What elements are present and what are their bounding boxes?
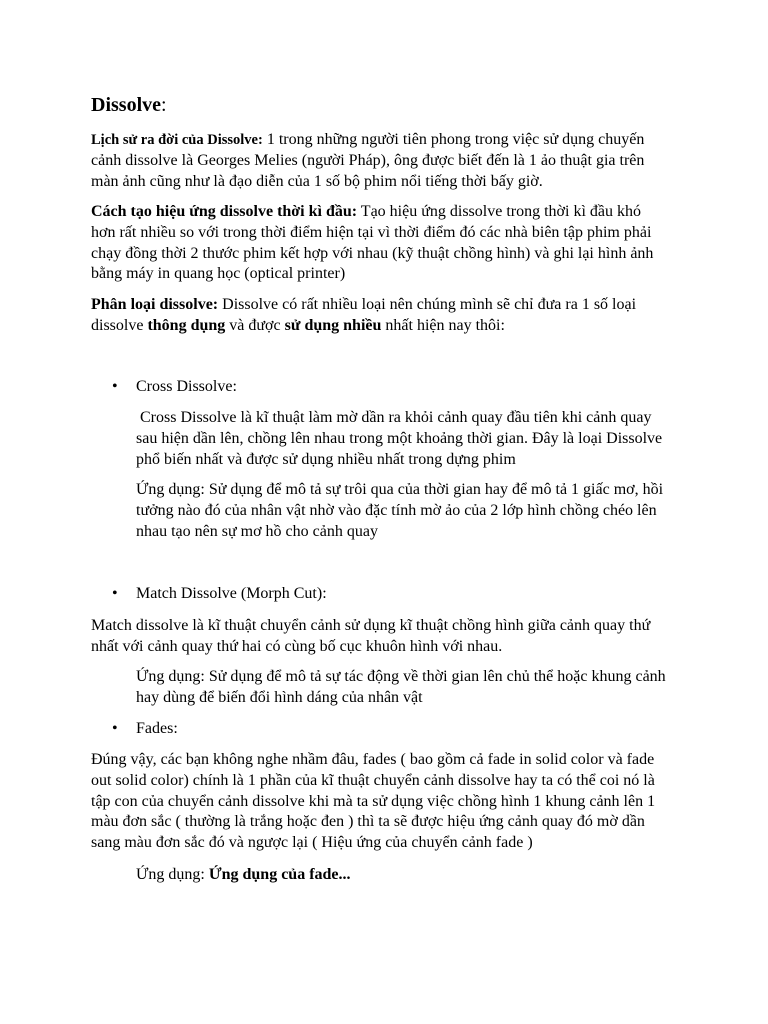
match-dissolve-usage xyxy=(136,667,666,709)
paragraph-line: nhất với cảnh quay thứ hai có cùng bố cục khuôn hình với nhau. xyxy=(91,637,503,655)
paragraph-line: chạy đồng thời 2 thước phim kết hợp với nhau (kỹ thuật chồng hình) và ghi lại hình ảnh xyxy=(91,244,654,262)
paragraph-line: cảnh dissolve là Georges Melies (người Pháp), ông được biết đến là 1 ảo thuật gia trên xyxy=(91,151,645,169)
list-item-match-dissolve xyxy=(0,584,700,605)
fades-usage xyxy=(136,865,351,886)
types-text: dissolve xyxy=(91,316,148,334)
paragraph-line: hơn rất nhiều so với trong thời điểm hiện tại vì thời điểm đó các nhà biên tập phim phải xyxy=(91,223,652,241)
fades-usage-label: Ứng dụng: xyxy=(136,866,209,883)
bullet-icon: • xyxy=(112,720,118,737)
paragraph-line xyxy=(91,202,653,223)
paragraph-line: bằng máy in quang học (optical printer) xyxy=(91,265,346,283)
paragraph-line: out solid color) chính là 1 phần của kĩ thuật chuyển cảnh dissolve hay ta có thể coi nó là xyxy=(91,771,655,789)
list-item-cross-dissolve xyxy=(0,377,700,398)
paragraph-line: Đúng vậy, các bạn không nghe nhầm đâu, fades ( bao gồm cả fade in solid color và fade xyxy=(91,751,655,768)
paragraph-line: tập con của chuyển cảnh dissolve khi mà ta sử dụng việc chồng hình 1 khung cảnh lên 1 xyxy=(91,792,656,810)
history-text: 1 trong những người tiên phong trong việc sử dụng chuyến xyxy=(262,131,645,148)
types-text: nhất hiện nay thôi: xyxy=(381,316,505,334)
history-label: Lịch sử ra đời của Dissolve: xyxy=(91,132,263,148)
paragraph-line: Match dissolve là kĩ thuật chuyển cảnh sử dụng kĩ thuật chồng hình giữa cảnh quay thứ xyxy=(91,617,651,634)
match-dissolve-description xyxy=(91,616,650,658)
paragraph-line: màn ảnh cũng như là đạo diễn của 1 số bộ phim nổi tiếng thời bấy giờ. xyxy=(91,172,543,190)
paragraph-line xyxy=(91,130,644,151)
page-title-colon: : xyxy=(161,94,167,116)
paragraph-line xyxy=(136,865,351,886)
types-label: Phân loại dissolve: xyxy=(91,296,219,313)
bullet-icon: • xyxy=(112,378,118,395)
cross-dissolve-description xyxy=(136,408,662,470)
early-technique-label: Cách tạo hiệu ứng dissolve thời kì đầu: xyxy=(91,203,358,220)
early-technique-text: Tạo hiệu ứng dissolve trong thời kì đầu khó xyxy=(357,203,641,220)
paragraph-line: phổ biến nhất và được sử dụng nhiều nhất trong dựng phim xyxy=(136,450,516,468)
early-technique-paragraph xyxy=(91,202,653,285)
paragraph-line: màu đơn sắc ( thường là trắng hoặc đen ) thì ta sẽ được hiệu ứng cảnh quay đó mờ dần xyxy=(91,813,645,831)
paragraph-line: sau hiện dần lên, chồng lên nhau trong một khoảng thời gian. Đây là loại Dissolve xyxy=(136,429,663,447)
types-text: Dissolve có rất nhiều loại nên chúng mình sẽ chỉ đưa ra 1 số loại xyxy=(218,296,637,313)
bullet-icon: • xyxy=(112,585,118,602)
paragraph-line: Ứng dụng: Sử dụng để mô tả sự trôi qua của thời gian hay để mô tả 1 giấc mơ, hồi xyxy=(136,481,664,498)
types-paragraph xyxy=(91,295,636,337)
paragraph-line: Cross Dissolve là kĩ thuật làm mờ dần ra khỏi cảnh quay đầu tiên khi cảnh quay xyxy=(136,409,652,426)
list-item-label: Fades: xyxy=(136,720,178,737)
paragraph-line: Ứng dụng: Sử dụng để mô tả sự tác động về thời gian lên chủ thể hoặc khung cảnh xyxy=(136,668,666,685)
history-paragraph xyxy=(91,130,644,192)
page-title-word: Dissolve xyxy=(91,94,161,116)
paragraph-line: sang màu đơn sắc đó và ngược lại ( Hiệu ứng của chuyển cảnh fade ) xyxy=(91,834,533,852)
paragraph-line: tưởng nào đó của nhân vật nhờ vào đặc tính mờ ảo của 2 lớp hình chồng chéo lên xyxy=(136,501,657,519)
list-item-label: Cross Dissolve: xyxy=(136,378,237,395)
cross-dissolve-usage xyxy=(136,480,663,542)
fades-description xyxy=(91,750,655,854)
fades-usage-emphasis: Ứng dụng của fade... xyxy=(208,866,351,883)
types-emphasis: sử dụng nhiều xyxy=(284,316,382,334)
paragraph-line: hay dùng để biến đổi hình dáng của nhân vật xyxy=(136,688,423,706)
list-item-fades xyxy=(0,719,700,740)
types-emphasis: thông dụng xyxy=(147,316,226,334)
types-text: và được xyxy=(225,316,285,334)
list-item-label: Match Dissolve (Morph Cut): xyxy=(136,585,327,602)
paragraph-line xyxy=(91,316,636,337)
paragraph-line: nhau tạo nên sự mơ hồ cho cảnh quay xyxy=(136,522,378,540)
page-title xyxy=(91,92,167,118)
paragraph-line xyxy=(91,295,636,316)
